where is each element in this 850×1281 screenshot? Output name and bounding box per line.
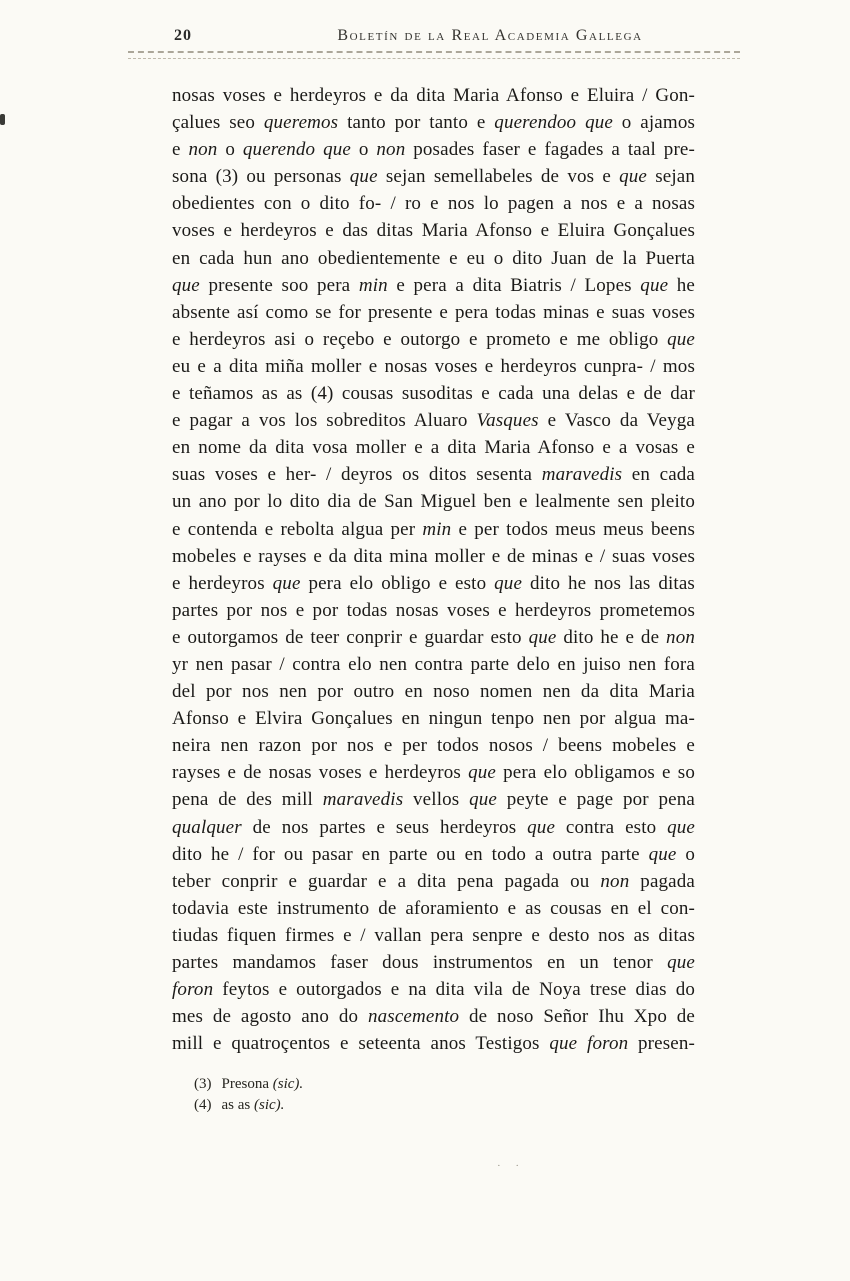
scan-artifact — [0, 114, 5, 125]
journal-title: Boletín de la Real Academia Gallega — [337, 27, 643, 44]
text-line: e teñamos as as (4) cousas susoditas e cada una delas e de dar — [172, 383, 695, 405]
text-line: e pagar a vos los sobreditos Aluaro Vasques e Vasco da Veyga — [172, 410, 695, 432]
scan-artifact-dots: · · — [497, 1160, 526, 1172]
text-line: un ano por lo dito dia de San Miguel ben e lealmente sen pleito — [172, 491, 695, 513]
text-line: eu e a dita miña moller e nosas voses e herdeyros cunpra- / mos — [172, 355, 695, 377]
text-line: foron feytos e outorgados e na dita vila de Noya trese dias do — [172, 979, 695, 1001]
footnote-sic: (sic). — [254, 1097, 285, 1113]
footnote — [194, 1074, 614, 1095]
text-line: e outorgamos de teer conprir e guardar esto que dito he e de non — [172, 626, 695, 648]
text-line: e herdeyros asi o reçebo e outorgo e prometo e me obligo que — [172, 328, 695, 350]
text-line: nosas voses e herdeyros e da dita Maria Afonso e Eluira / Gon- — [172, 85, 695, 106]
text-line: tiudas fiquen firmes e / vallan pera senpre e desto nos as ditas — [172, 924, 695, 946]
text-line: qualquer de nos partes e seus herdeyros que contra esto que — [172, 816, 696, 838]
footnotes — [194, 1074, 614, 1116]
footnote-sic: (sic). — [272, 1076, 304, 1092]
text-line: todavia este instrumento de aforamiento e as cousas en el con- — [172, 897, 695, 919]
text-line: mill e quatroçentos e seteenta anos Testigos que foron presen- — [172, 1033, 695, 1055]
text-line: mes de agosto ano do nascemento de noso Señor Ihu Xpo de — [172, 1006, 696, 1028]
text-line: voses e herdeyros e das ditas Maria Afonso e Eluira Gonçalues — [172, 220, 695, 242]
text-line: absente así como se for presente e pera todas minas e suas voses — [172, 301, 695, 323]
text-line: çalues seo queremos tanto por tanto e querendoo que o ajamos — [172, 112, 696, 134]
text-line: que presente soo pera min e pera a dita Biatris / Lopes que he — [172, 274, 695, 296]
text-line: sona (3) ou personas que sejan semellabeles de vos e que sejan — [172, 166, 695, 188]
text-line: en nome da dita vosa moller e a dita Maria Afonso e a vosas e — [172, 437, 695, 459]
footnote-marker: (3) — [194, 1076, 212, 1092]
footnote-marker: (4) — [194, 1097, 212, 1113]
text-line: neira nen razon por nos e per todos nosos / beens mobeles e — [172, 735, 695, 757]
text-line: e contenda e rebolta algua per min e per todos meus meus beens — [172, 518, 695, 540]
text-line: yr nen pasar / contra elo nen contra parte delo en juiso nen fora — [172, 653, 695, 675]
text-line: partes mandamos faser dous instrumentos en un tenor que — [172, 952, 695, 973]
text-line: e non o querendo que o non posades faser e fagades a taal pre- — [172, 139, 695, 161]
text-line: partes por nos e por todas nosas voses e herdeyros prometemos — [172, 599, 695, 621]
text-line: e herdeyros que pera elo obligo e esto que dito he nos las ditas — [172, 572, 695, 594]
header-rule — [128, 58, 740, 59]
text-line: Afonso e Elvira Gonçalues en ningun tenpo nen por algua ma- — [172, 708, 695, 730]
text-line: rayses e de nosas voses e herdeyros que pera elo obligamos e so — [172, 762, 695, 784]
footnote-text: Presona — [221, 1076, 269, 1092]
footnote — [194, 1095, 614, 1116]
text-line: obedientes con o dito fo- / ro e nos lo pagen a nos e a nosas — [172, 193, 695, 215]
text-line: teber conprir e guardar e a dita pena pagada ou non pagada — [172, 870, 695, 892]
body-text — [172, 82, 695, 1057]
text-line: mobeles e rayses e da dita mina moller e de minas e / suas voses — [172, 545, 695, 567]
page-number: 20 — [174, 27, 192, 44]
text-line: pena de des mill maravedis vellos que peyte e page por pena — [172, 789, 695, 811]
text-line: en cada hun ano obedientemente e eu o dito Juan de la Puerta — [172, 247, 695, 269]
text-line: dito he / for ou pasar en parte ou en todo a outra parte que o — [172, 843, 695, 865]
footnote-text: as as — [221, 1097, 251, 1113]
text-line: del por nos nen por outro en noso nomen nen da dita Maria — [172, 681, 695, 703]
header-rule — [128, 51, 740, 53]
text-line: suas voses e her- / deyros os ditos sesenta maravedis en cada — [172, 464, 696, 486]
